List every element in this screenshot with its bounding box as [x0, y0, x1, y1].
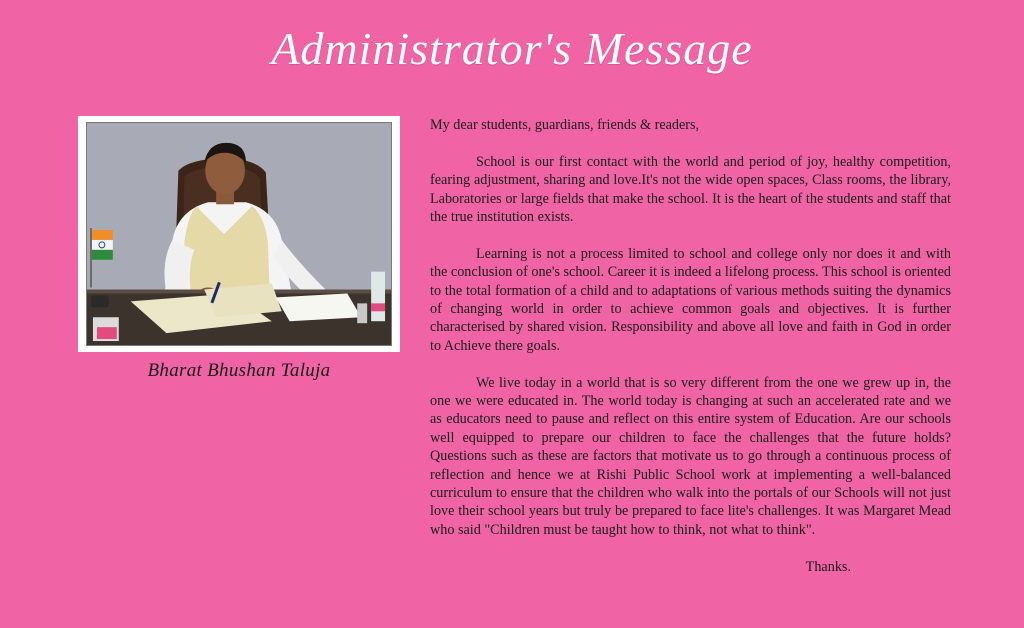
administrator-photo	[86, 122, 392, 346]
message-body	[430, 116, 951, 594]
page-title: Administrator's Message	[271, 23, 753, 74]
administrator-photo-frame	[78, 116, 400, 352]
message-paragraph-3: We live today in a world that is so very different from the one we grew up in, the one we were educated in. The world today is changing at such an accelerated rate and we as educators need to pause and reflect on this entire system of Education. Are our schools well equipped to prepare our children to face the challenges that the future holds? Questions such as these are factors that motivate us to go through a continuous process of reflection and hence we at Rishi Public School work at implementing a well-balanced curriculum to ensure that the children who walk into the portals of our Schools will not just love their school years but truly be prepared to face lite's challenges. It was Margaret Mead who said "Children must be taught how to think, not what to think".	[430, 374, 951, 538]
message-closing: Thanks.	[805, 558, 851, 575]
message-salutation: My dear students, guardians, friends & readers,	[430, 117, 700, 133]
administrator-photo-illustration	[87, 123, 391, 345]
administrator-name: Bharat Bhushan Taluja	[147, 360, 331, 381]
message-paragraph-1: School is our first contact with the world and period of joy, healthy competition, fearing adjustment, sharing and love.It's not the wide open spaces, Class rooms, the library, Laboratories or large fields that make the school. It is the heart of the students and staff that the true institution exists.	[430, 153, 951, 226]
message-paragraph-2: Learning is not a process limited to school and college only nor does it and with the conclusion of one's school. Career it is indeed a lifelong process. This school is oriented to the total formation of a child and to adaptations of various methods suiting the dynamics of changing world in order to achieve common goals and objectives. It is further characterised by shared vision. Responsibility and above all love and faith in God in order to Achieve there goals.	[430, 245, 951, 354]
